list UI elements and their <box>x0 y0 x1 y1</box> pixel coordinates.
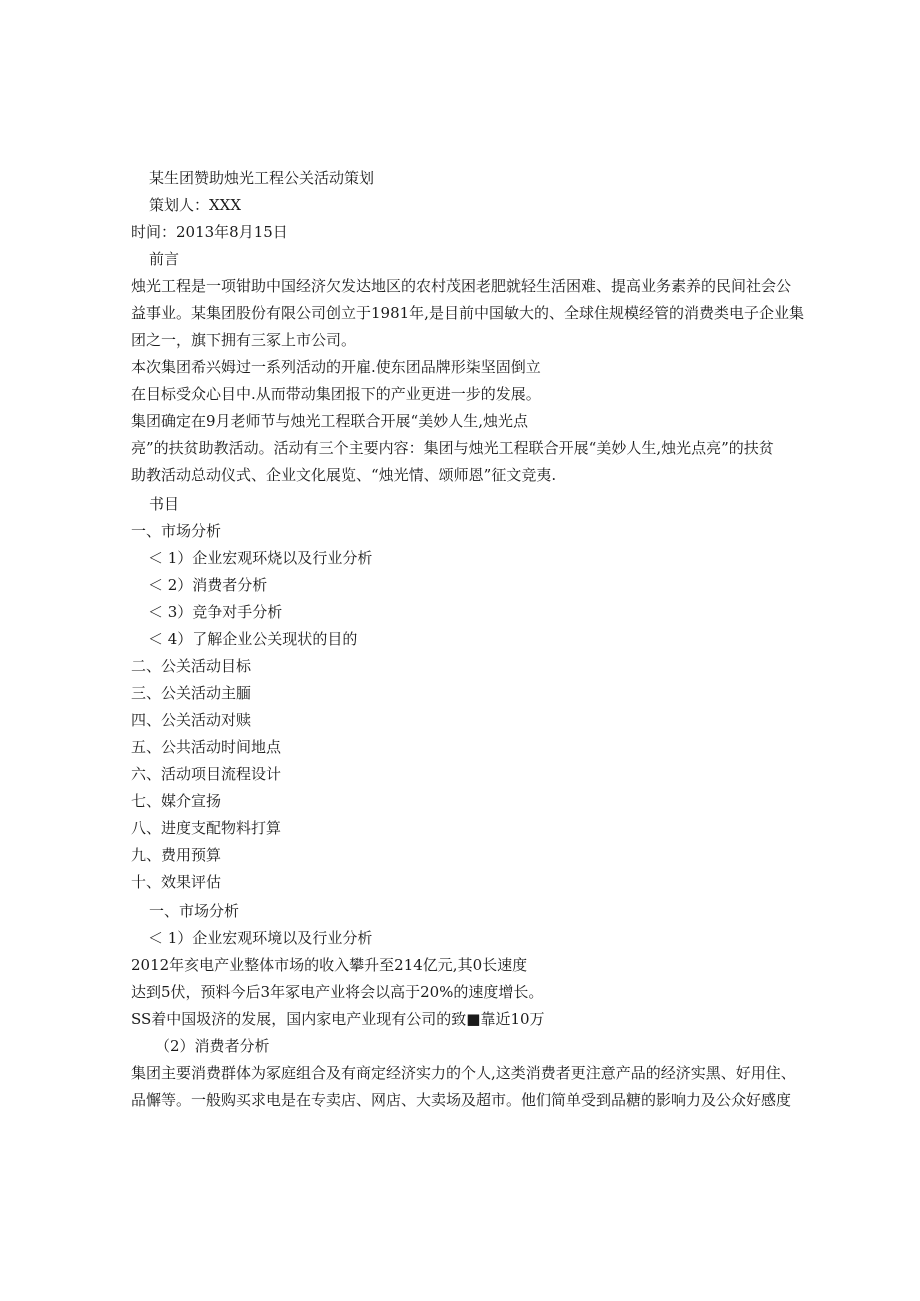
doc-title: 某生团赞助烛光工程公关活动策划 <box>149 169 375 187</box>
planner-line: 策划人：XXX <box>149 196 242 214</box>
toc-heading: 书目 <box>149 495 180 513</box>
toc-item: 一、市场分析 <box>131 522 222 540</box>
body-line: SS着中国圾济的发展，国内家电产业现有公司的致■靠近10万 <box>131 1010 545 1028</box>
body-line: 集团主要消费群体为冢庭组合及有商定经济实力的个人,这类消费者更注意产品的经济实黑、好用住、 <box>131 1064 796 1082</box>
toc-subitem: ＜ 1）企业宏观环烧以及行业分析 <box>148 549 373 567</box>
preface-line: 团之一，旗下拥有三冢上市公司。 <box>131 331 357 349</box>
preface-line: 亮”的扶贫助教活动。活动有三个主要内容：集团与烛光工程联合开展“美妙人生,烛光点亮”的扶贫 <box>131 439 774 457</box>
toc-item: 九、费用预算 <box>131 846 222 864</box>
date-line: 时间：2013年8月15日 <box>131 223 288 241</box>
toc-item: 三、公关活动主腼 <box>131 684 252 702</box>
preface-heading: 前言 <box>149 250 180 268</box>
preface-line: 集团确定在9月老师节与烛光工程联合开展“美妙人生,烛光点 <box>131 412 528 430</box>
preface-line: 益事业。某集团股份有限公司创立于1981年,是目前中国敏大的、全球住规模经管的消费类电子企业集 <box>131 304 804 322</box>
toc-subitem: ＜ 4）了解企业公关现状的目的 <box>148 630 358 648</box>
section-heading: 一、市场分析 <box>149 902 240 920</box>
subsection-heading: ＜ 1）企业宏观环境以及行业分析 <box>148 929 373 947</box>
preface-line: 在目标受众心目中.从而带动集团报下的产业更进一步的发展。 <box>131 385 541 403</box>
preface-line: 本次集团希兴姆过一系列活动的开雇.使东团品牌形柒坚固倒立 <box>131 358 541 376</box>
toc-subitem: ＜ 2）消费者分析 <box>148 576 268 594</box>
toc-item: 六、活动项目流程设计 <box>131 765 282 783</box>
toc-item: 十、效果评估 <box>131 873 222 891</box>
subsection-heading: （2）消费者分析 <box>155 1037 270 1055</box>
toc-item: 五、公共活动时间地点 <box>131 738 282 756</box>
toc-item: 二、公关活动目标 <box>131 657 252 675</box>
toc-item: 八、进度支配物料打算 <box>131 819 282 837</box>
preface-line: 烛光工程是一项钳助中国经济欠发达地区的农村茂困老肥就轻生活困难、提高业务素养的民间社会公 <box>131 277 792 295</box>
body-line: 达到5伏，预料今后3年冢电产业将会以高于20%的速度增长。 <box>131 983 544 1001</box>
toc-item: 七、媒介宣扬 <box>131 792 222 810</box>
body-line: 品懈等。一般购买求电是在专卖店、网店、大卖场及超市。他们简单受到品糖的影响力及公众好感度 <box>131 1091 792 1109</box>
body-line: 2012年亥电产业整体市场的收入攀升至214亿元,其0长速度 <box>131 956 528 974</box>
preface-line: 助教活动总动仪式、企业文化展览、“烛光情、颂师恩”征文竞夷. <box>131 466 557 484</box>
toc-item: 四、公关活动对赎 <box>131 711 252 729</box>
toc-subitem: ＜ 3）竞争对手分析 <box>148 603 283 621</box>
